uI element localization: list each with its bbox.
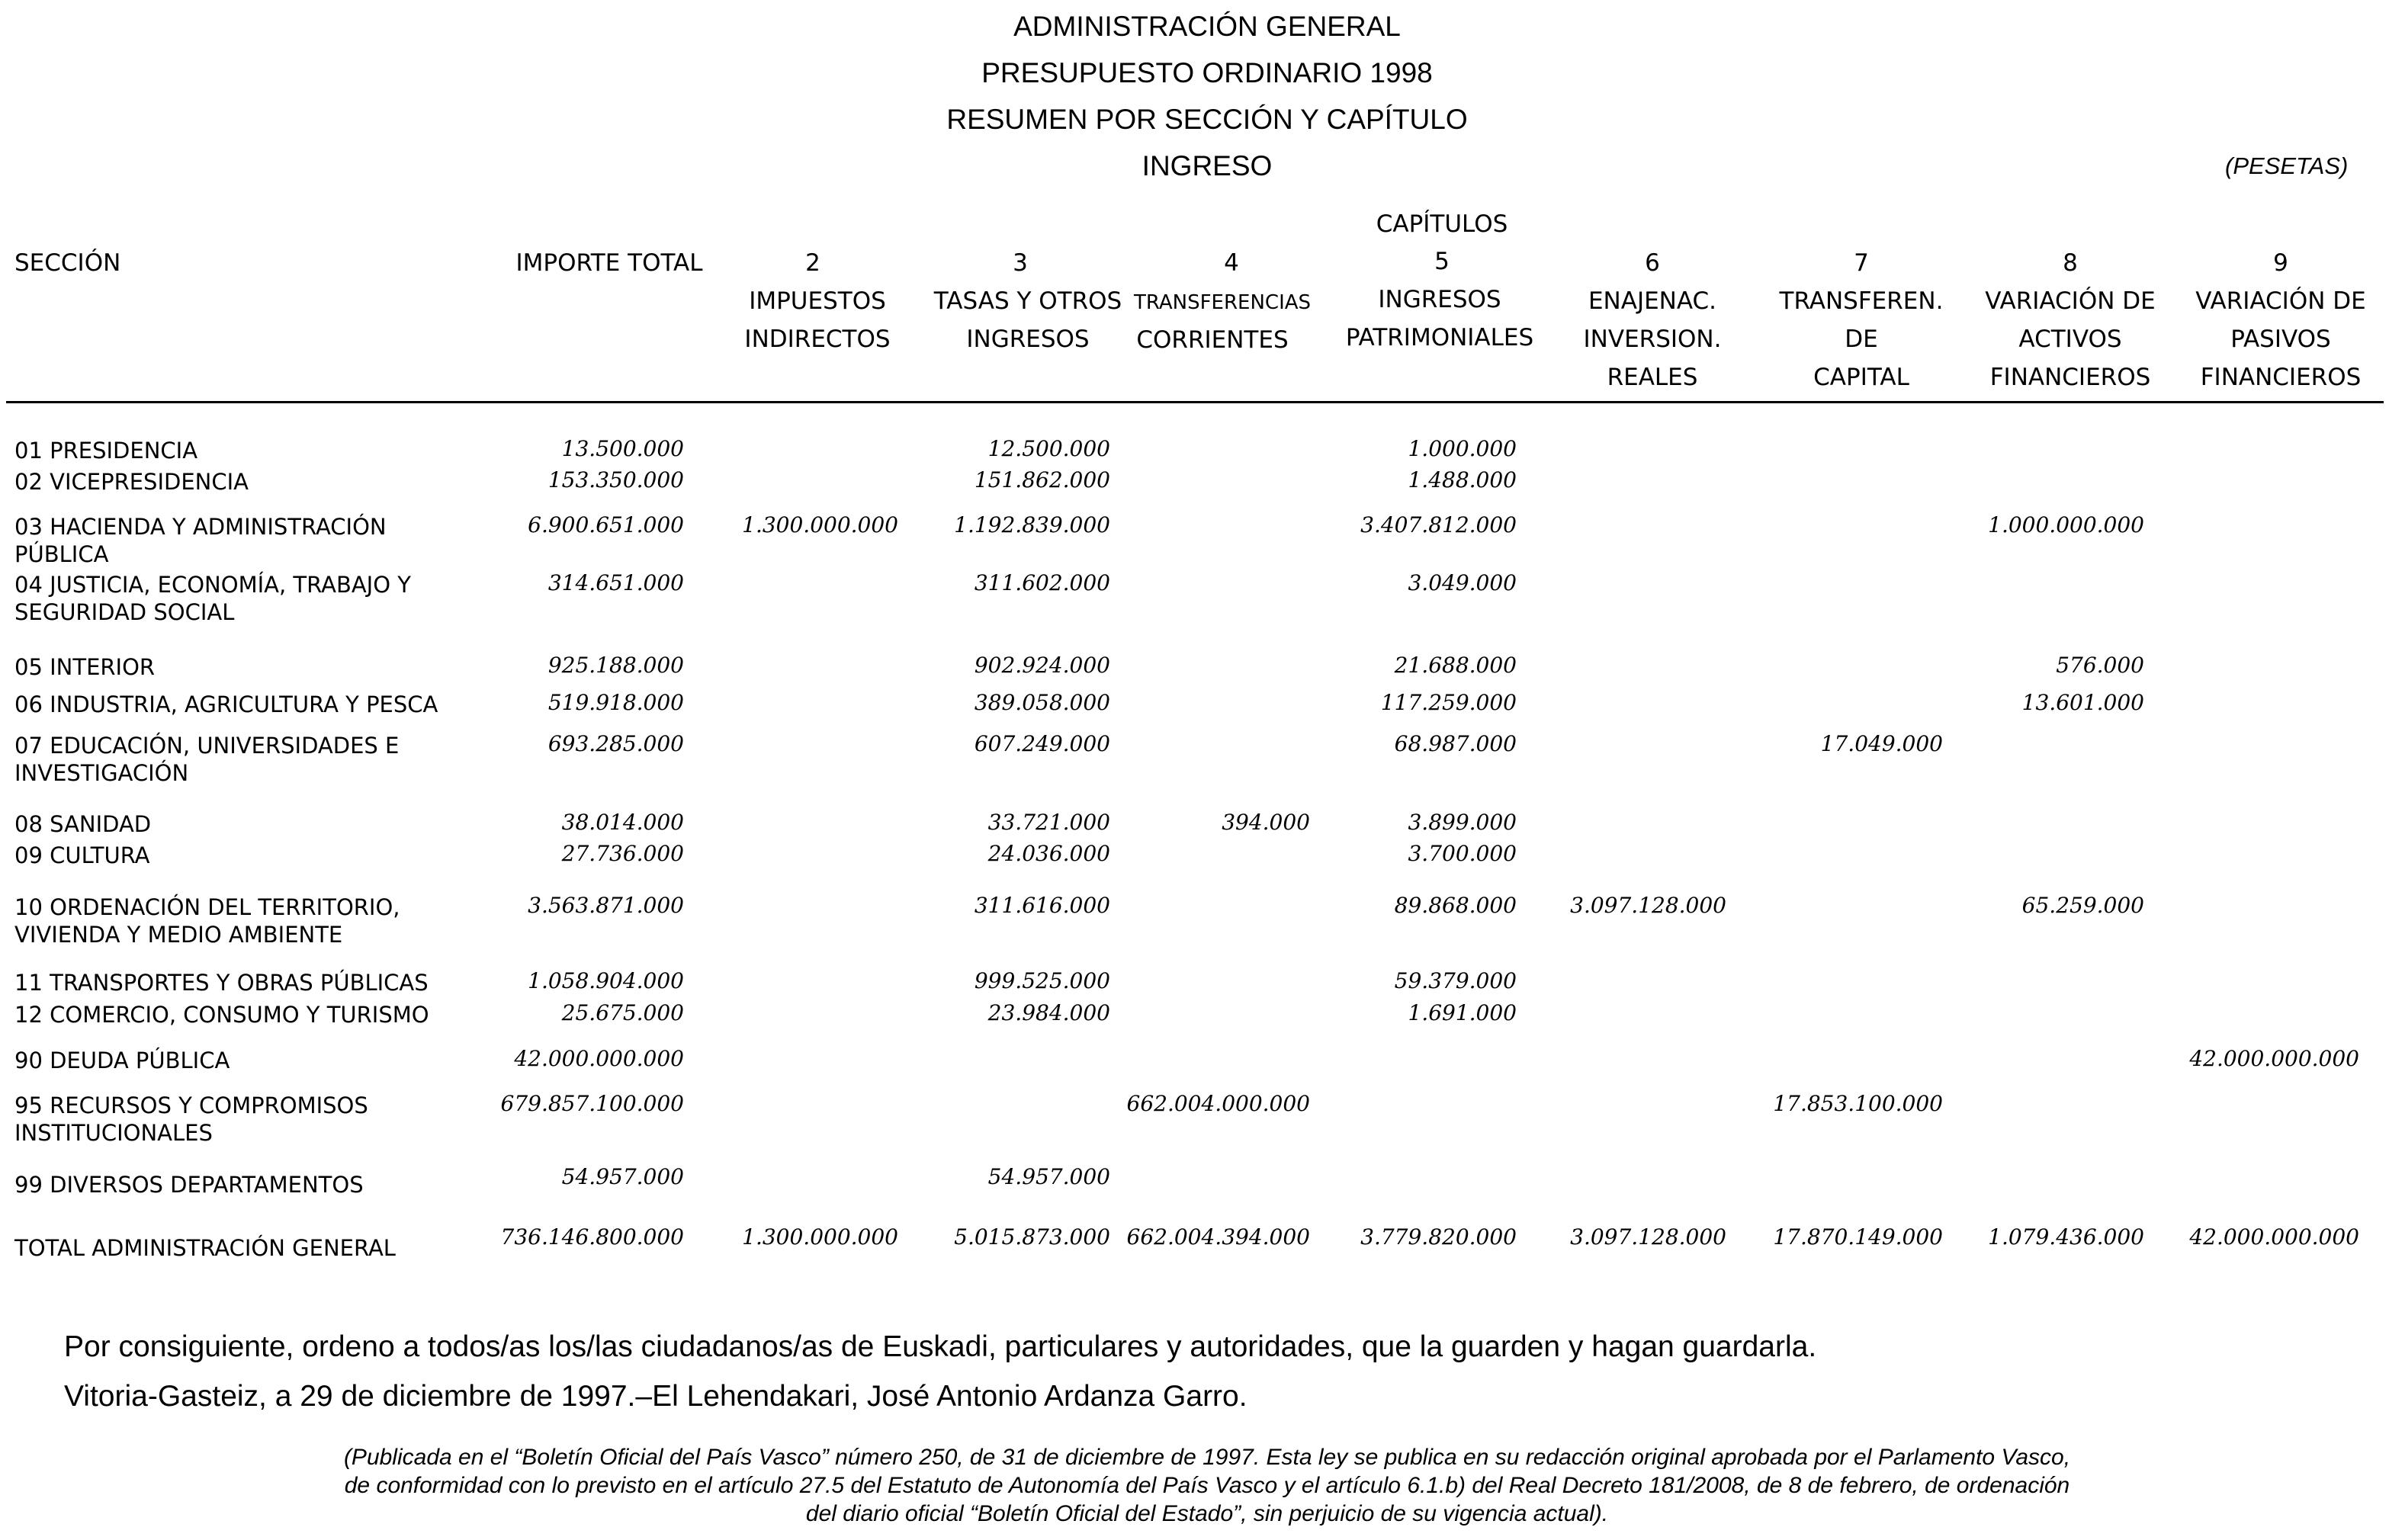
row-total-amount: 925.188.000 bbox=[547, 653, 684, 678]
row-total-amount: 6.900.651.000 bbox=[528, 512, 684, 537]
header-col-7-num: 7 bbox=[1854, 249, 1869, 277]
header-col-7-line1: TRANSFEREN. bbox=[1779, 287, 1944, 315]
header-col-4-num: 4 bbox=[1224, 249, 1239, 277]
row-chapter-amount: 1.000.000 bbox=[1408, 436, 1517, 461]
row-total-amount: 27.736.000 bbox=[561, 841, 684, 866]
row-chapter-amount: 3.049.000 bbox=[1408, 570, 1517, 595]
row-chapter-amount: 1.300.000.000 bbox=[742, 1224, 898, 1250]
header-col-8-line1: VARIACIÓN DE bbox=[1985, 287, 2156, 315]
row-chapter-amount: 117.259.000 bbox=[1380, 690, 1517, 715]
header-col-6-line2: INVERSION. bbox=[1583, 326, 1722, 353]
header-col-6-num: 6 bbox=[1645, 249, 1660, 277]
row-chapter-amount: 1.000.000.000 bbox=[1988, 512, 2144, 537]
row-chapter-amount: 3.097.128.000 bbox=[1570, 1224, 1726, 1250]
row-chapter-amount: 42.000.000.000 bbox=[2189, 1224, 2359, 1250]
row-chapter-amount: 54.957.000 bbox=[987, 1164, 1110, 1189]
row-section-label: 03 HACIENDA Y ADMINISTRACIÓN bbox=[14, 514, 387, 540]
row-chapter-amount: 389.058.000 bbox=[974, 690, 1110, 715]
row-chapter-amount: 607.249.000 bbox=[974, 731, 1110, 756]
publication-note-line-1: (Publicada en el “Boletín Oficial del País Vasco” número 250, de 31 de diciembre de 1997. Esta ley se publica en su redacción original aprobada por el Parlamento Vasco, bbox=[343, 1445, 2071, 1470]
row-chapter-amount: 68.987.000 bbox=[1394, 731, 1517, 756]
doc-summary-title: RESUMEN POR SECCIÓN Y CAPÍTULO bbox=[946, 104, 1468, 135]
currency-units: (PESETAS) bbox=[2225, 152, 2349, 179]
row-total-amount: 679.857.100.000 bbox=[500, 1091, 684, 1116]
header-col-5-num: 5 bbox=[1434, 248, 1450, 275]
header-col-9-line3: FINANCIEROS bbox=[2200, 364, 2362, 391]
header-col-3-line1: TASAS Y OTROS bbox=[933, 287, 1122, 315]
doc-income-title: INGRESO bbox=[1142, 150, 1273, 181]
header-col-4-line2: CORRIENTES bbox=[1136, 326, 1289, 354]
header-col-2-num: 2 bbox=[805, 249, 820, 277]
row-total-amount: 519.918.000 bbox=[547, 690, 684, 715]
row-chapter-amount: 17.870.149.000 bbox=[1773, 1224, 1943, 1250]
row-section-label: INSTITUCIONALES bbox=[14, 1120, 213, 1146]
row-total-amount: 25.675.000 bbox=[561, 1000, 684, 1025]
row-chapter-amount: 3.779.820.000 bbox=[1360, 1224, 1517, 1250]
row-total-amount: 38.014.000 bbox=[561, 810, 684, 835]
row-chapter-amount: 999.525.000 bbox=[974, 968, 1110, 993]
row-chapter-amount: 42.000.000.000 bbox=[2189, 1046, 2359, 1071]
row-chapter-amount: 33.721.000 bbox=[987, 810, 1110, 835]
row-total-amount: 13.500.000 bbox=[561, 436, 684, 461]
header-col-5-line2: PATRIMONIALES bbox=[1345, 324, 1534, 351]
header-col-3-num: 3 bbox=[1013, 249, 1028, 277]
row-chapter-amount: 1.079.436.000 bbox=[1988, 1224, 2144, 1250]
row-chapter-amount: 662.004.000.000 bbox=[1126, 1091, 1310, 1116]
header-capitulos: CAPÍTULOS bbox=[1376, 210, 1508, 238]
row-total-amount: 314.651.000 bbox=[547, 570, 684, 595]
row-section-label: 12 COMERCIO, CONSUMO Y TURISMO bbox=[14, 1002, 429, 1028]
header-col-3-line2: INGRESOS bbox=[966, 326, 1090, 353]
header-col-9-num: 9 bbox=[2273, 249, 2288, 277]
header-col-2-line2: INDIRECTOS bbox=[744, 326, 891, 353]
header-seccion: SECCIÓN bbox=[14, 249, 121, 277]
row-section-label: VIVIENDA Y MEDIO AMBIENTE bbox=[14, 922, 343, 948]
row-section-label: 09 CULTURA bbox=[14, 842, 150, 868]
row-chapter-amount: 151.862.000 bbox=[974, 467, 1110, 492]
row-section-label: 07 EDUCACIÓN, UNIVERSIDADES E bbox=[14, 733, 400, 759]
header-importe-total: IMPORTE TOTAL bbox=[515, 249, 703, 277]
row-chapter-amount: 662.004.394.000 bbox=[1126, 1224, 1310, 1250]
row-section-label: INVESTIGACIÓN bbox=[14, 760, 189, 786]
row-section-label: 11 TRANSPORTES Y OBRAS PÚBLICAS bbox=[14, 970, 429, 996]
row-chapter-amount: 1.192.839.000 bbox=[954, 512, 1110, 537]
row-chapter-amount: 23.984.000 bbox=[987, 1000, 1110, 1025]
row-chapter-amount: 1.488.000 bbox=[1408, 467, 1517, 492]
row-chapter-amount: 5.015.873.000 bbox=[954, 1224, 1110, 1250]
row-section-label: 04 JUSTICIA, ECONOMÍA, TRABAJO Y bbox=[14, 572, 411, 598]
header-col-9-line2: PASIVOS bbox=[2230, 326, 2331, 353]
row-section-label: 90 DEUDA PÚBLICA bbox=[14, 1048, 230, 1073]
header-col-2-line1: IMPUESTOS bbox=[749, 287, 886, 315]
header-col-8-line3: FINANCIEROS bbox=[1989, 364, 2151, 391]
row-chapter-amount: 17.853.100.000 bbox=[1773, 1091, 1943, 1116]
header-col-9-line1: VARIACIÓN DE bbox=[2195, 287, 2366, 315]
header-col-4-line1: TRANSFERENCIAS bbox=[1133, 291, 1312, 314]
header-col-6-line1: ENAJENAC. bbox=[1588, 287, 1717, 315]
row-section-label: 01 PRESIDENCIA bbox=[14, 438, 198, 464]
row-section-label: 99 DIVERSOS DEPARTAMENTOS bbox=[14, 1172, 364, 1198]
header-col-5-line1: INGRESOS bbox=[1378, 286, 1501, 313]
row-total-amount: 736.146.800.000 bbox=[500, 1224, 684, 1250]
row-total-amount: 54.957.000 bbox=[561, 1164, 684, 1189]
row-chapter-amount: 65.259.000 bbox=[2021, 893, 2144, 918]
row-total-amount: 153.350.000 bbox=[547, 467, 684, 492]
row-total-amount: 42.000.000.000 bbox=[514, 1046, 684, 1071]
row-section-label: SEGURIDAD SOCIAL bbox=[14, 599, 235, 625]
header-col-8-num: 8 bbox=[2063, 249, 2078, 277]
row-chapter-amount: 59.379.000 bbox=[1394, 968, 1517, 993]
row-chapter-amount: 1.300.000.000 bbox=[742, 512, 898, 537]
row-section-label: 05 INTERIOR bbox=[14, 654, 156, 680]
publication-note-line-2: de conformidad con lo previsto en el artículo 27.5 del Estatuto de Autonomía del País Vasco y el artículo 6.1.b) del Real Decreto 181/2008, de 8 de febrero, de ordenación bbox=[344, 1473, 2070, 1498]
row-chapter-amount: 12.500.000 bbox=[987, 436, 1110, 461]
publication-note-line-3: del diario oficial “Boletín Oficial del Estado”, sin perjuicio de su vigencia actual). bbox=[805, 1501, 1609, 1526]
header-col-6-line3: REALES bbox=[1607, 364, 1698, 391]
row-chapter-amount: 3.899.000 bbox=[1408, 810, 1517, 835]
row-section-label: 02 VICEPRESIDENCIA bbox=[14, 469, 249, 495]
decree-signature-text: Vitoria-Gasteiz, a 29 de diciembre de 1997.–El Lehendakari, José Antonio Ardanza Garro. bbox=[64, 1380, 1247, 1413]
row-chapter-amount: 1.691.000 bbox=[1408, 1000, 1517, 1025]
row-chapter-amount: 3.097.128.000 bbox=[1570, 893, 1726, 918]
row-section-label: PÚBLICA bbox=[14, 541, 109, 567]
row-total-amount: 3.563.871.000 bbox=[528, 893, 684, 918]
row-chapter-amount: 902.924.000 bbox=[974, 653, 1110, 678]
row-chapter-amount: 3.407.812.000 bbox=[1360, 512, 1517, 537]
header-col-7-line2: DE bbox=[1845, 326, 1878, 353]
row-section-label: 06 INDUSTRIA, AGRICULTURA Y PESCA bbox=[14, 691, 438, 717]
doc-title: ADMINISTRACIÓN GENERAL bbox=[1013, 11, 1401, 42]
decree-order-text: Por consiguiente, ordeno a todos/as los/las ciudadanos/as de Euskadi, particulares y autoridades, que la guarden y hagan guardarla. bbox=[64, 1330, 1817, 1363]
row-total-amount: 1.058.904.000 bbox=[528, 968, 684, 993]
row-chapter-amount: 89.868.000 bbox=[1394, 893, 1517, 918]
row-chapter-amount: 576.000 bbox=[2056, 653, 2144, 678]
row-chapter-amount: 24.036.000 bbox=[987, 841, 1110, 866]
row-chapter-amount: 17.049.000 bbox=[1820, 731, 1943, 756]
row-section-label: 95 RECURSOS Y COMPROMISOS bbox=[14, 1092, 368, 1118]
row-chapter-amount: 311.616.000 bbox=[974, 893, 1110, 918]
row-section-label: 08 SANIDAD bbox=[14, 811, 152, 837]
header-col-7-line3: CAPITAL bbox=[1813, 364, 1909, 391]
header-col-8-line2: ACTIVOS bbox=[2018, 326, 2122, 353]
doc-subtitle: PRESUPUESTO ORDINARIO 1998 bbox=[981, 57, 1433, 88]
header-rule bbox=[6, 401, 2384, 403]
total-row-label: TOTAL ADMINISTRACIÓN GENERAL bbox=[14, 1235, 396, 1261]
row-chapter-amount: 3.700.000 bbox=[1408, 841, 1517, 866]
row-chapter-amount: 311.602.000 bbox=[974, 570, 1110, 595]
row-chapter-amount: 13.601.000 bbox=[2021, 690, 2144, 715]
row-chapter-amount: 394.000 bbox=[1222, 810, 1310, 835]
row-chapter-amount: 21.688.000 bbox=[1394, 653, 1517, 678]
row-section-label: 10 ORDENACIÓN DEL TERRITORIO, bbox=[14, 894, 400, 920]
row-total-amount: 693.285.000 bbox=[547, 731, 684, 756]
